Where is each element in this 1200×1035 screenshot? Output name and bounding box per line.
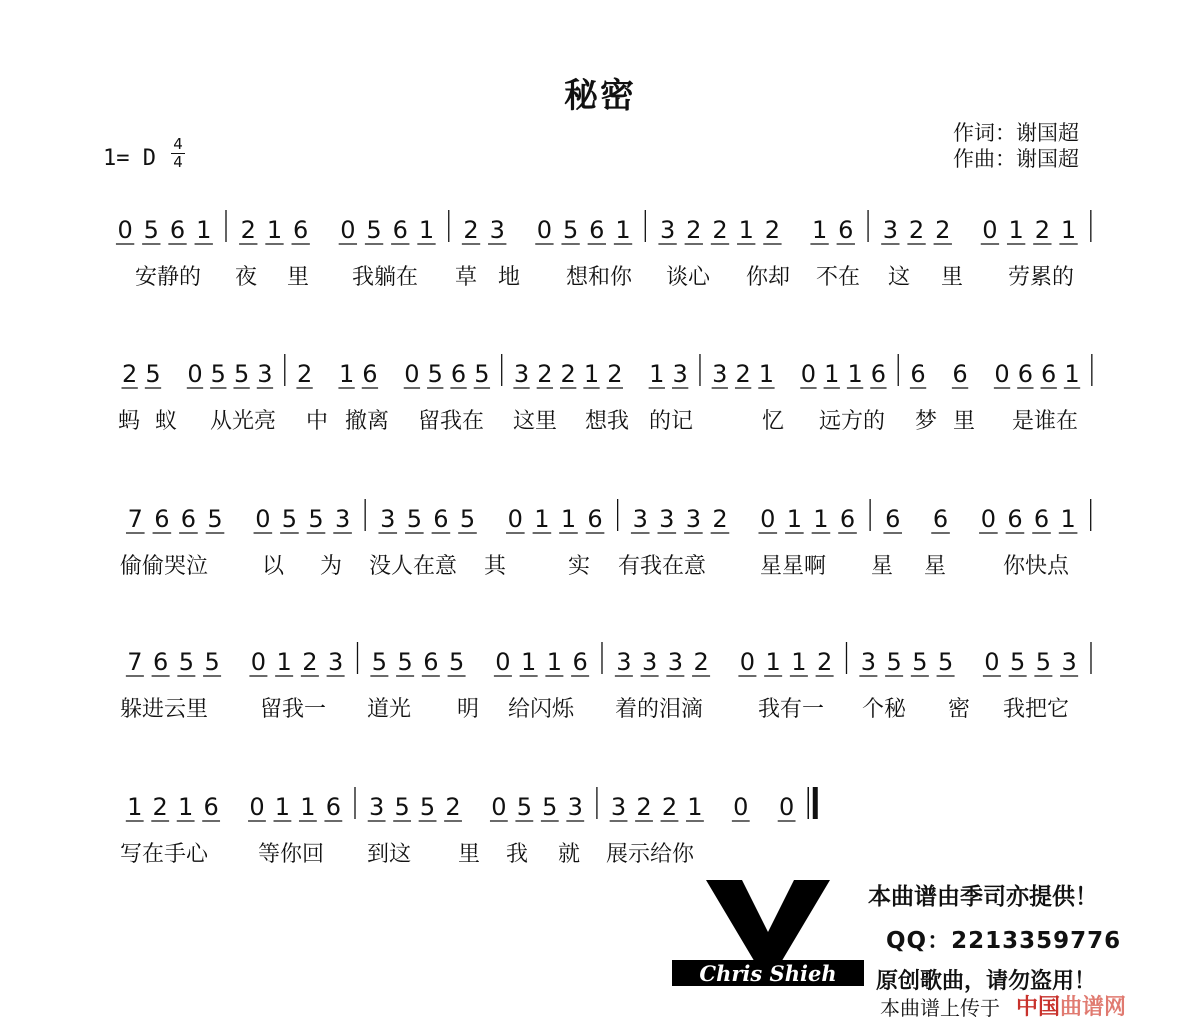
note-digit: 5 xyxy=(886,648,902,676)
lyric-word: 躲进云里 xyxy=(120,697,209,722)
note-digit: 1 xyxy=(1060,216,1077,244)
note-digit: 1 xyxy=(583,360,600,388)
lyric-word: 以 xyxy=(262,554,285,579)
lyric-word: 想和你 xyxy=(566,265,633,290)
note-digit: 6 xyxy=(572,648,588,676)
lyric-word: 我有一 xyxy=(758,697,825,722)
note-digit: 2 xyxy=(764,216,781,244)
note-digit: 0 xyxy=(507,505,523,533)
lyric-word: 远方的 xyxy=(819,409,886,434)
note-digit: 1 xyxy=(266,216,283,244)
lyric-word: 有我在意 xyxy=(618,554,707,579)
note-digit: 5 xyxy=(1010,648,1026,676)
lyric-word: 是谁在 xyxy=(1012,409,1079,434)
note-digit: 2 xyxy=(296,360,313,388)
note-digit: 2 xyxy=(712,216,728,244)
note-digit: 1 xyxy=(649,360,665,388)
note-digit: 6 xyxy=(870,360,887,388)
provider-note: 本曲谱由季司亦提供！ xyxy=(868,884,1098,910)
note-digit: 6 xyxy=(1033,505,1050,533)
lyric-word: 着的泪滴 xyxy=(615,697,704,722)
lyric-word: 密 xyxy=(948,697,971,722)
note-digit: 1 xyxy=(765,648,781,676)
logo-v-shape xyxy=(706,880,830,964)
lyricist-credit: 作词：谢国超 xyxy=(953,121,1079,145)
note-digit: 2 xyxy=(693,648,709,676)
lyric-word: 这 xyxy=(888,265,911,290)
lyric-word: 就 xyxy=(558,842,581,867)
lyric-word: 没人在意 xyxy=(369,554,458,579)
note-digit: 3 xyxy=(610,793,627,821)
note-digit: 5 xyxy=(233,360,250,388)
note-digit: 6 xyxy=(839,505,856,533)
note-digit: 6 xyxy=(392,216,408,244)
note-digit: 3 xyxy=(641,648,658,676)
note-digit: 0 xyxy=(249,793,265,821)
lyric-word: 星星啊 xyxy=(760,554,827,579)
time-signature-top: 4 xyxy=(173,135,183,153)
note-digit: 0 xyxy=(760,505,776,533)
note-digit: 1 xyxy=(1064,360,1080,388)
note-digit: 2 xyxy=(560,360,576,388)
lyric-word: 撤离 xyxy=(345,409,390,434)
lyric-word: 你快点 xyxy=(1003,554,1070,579)
lyric-word: 等你回 xyxy=(258,842,325,867)
lyric-word: 我 xyxy=(506,842,529,867)
lyric-word: 写在手心 xyxy=(120,842,209,867)
note-digit: 6 xyxy=(838,216,854,244)
note-digit: 2 xyxy=(445,793,461,821)
lyric-word: 里 xyxy=(941,265,964,290)
lyric-word: 蚂 xyxy=(118,409,141,434)
time-signature-bottom: 4 xyxy=(173,153,183,171)
note-digit: 5 xyxy=(419,793,436,821)
note-digit: 5 xyxy=(308,505,324,533)
note-digit: 6 xyxy=(952,360,968,388)
note-digit: 5 xyxy=(406,505,422,533)
note-digit: 1 xyxy=(534,505,550,533)
note-digit: 0 xyxy=(984,648,1000,676)
note-digit: 1 xyxy=(791,648,807,676)
note-digit: 0 xyxy=(187,360,203,388)
lyric-word: 地 xyxy=(498,265,521,290)
note-digit: 6 xyxy=(910,360,926,388)
note-digit: 0 xyxy=(495,648,511,676)
note-digit: 2 xyxy=(463,216,479,244)
note-digit: 2 xyxy=(537,360,553,388)
note-digit: 3 xyxy=(685,505,702,533)
lyric-word: 里 xyxy=(287,265,310,290)
lyric-word: 展示给你 xyxy=(606,842,695,867)
note-digit: 5 xyxy=(366,216,382,244)
note-digit: 3 xyxy=(327,648,344,676)
note-digit: 3 xyxy=(489,216,505,244)
lyric-word: 劳累的 xyxy=(1008,265,1075,290)
note-digit: 2 xyxy=(607,360,623,388)
lyric-word: 个秘 xyxy=(862,697,907,722)
note-digit: 5 xyxy=(281,505,298,533)
note-digit: 1 xyxy=(615,216,631,244)
note-digit: 3 xyxy=(860,648,877,676)
note-digit: 5 xyxy=(371,648,388,676)
lyric-word: 不在 xyxy=(816,265,861,290)
note-digit: 6 xyxy=(587,505,603,533)
note-digit: 1 xyxy=(521,648,537,676)
note-digit: 1 xyxy=(300,793,316,821)
note-digit: 2 xyxy=(122,360,138,388)
note-digit: 1 xyxy=(196,216,212,244)
note-digit: 1 xyxy=(546,648,563,676)
note-digit: 5 xyxy=(459,505,476,533)
note-digit: 3 xyxy=(369,793,385,821)
note-digit: 2 xyxy=(302,648,318,676)
note-digit: 6 xyxy=(1041,360,1057,388)
note-digit: 3 xyxy=(632,505,648,533)
site-watermark xyxy=(1016,990,1126,1021)
note-digit: 2 xyxy=(152,793,168,821)
lyric-word: 星 xyxy=(871,554,894,579)
note-digit: 5 xyxy=(912,648,928,676)
lyric-word: 这里 xyxy=(513,409,558,434)
lyric-word: 留我在 xyxy=(418,409,485,434)
note-digit: 5 xyxy=(207,505,223,533)
lyric-word: 的记 xyxy=(649,409,694,434)
note-digit: 0 xyxy=(117,216,133,244)
lyric-word: 里 xyxy=(953,409,976,434)
note-digit: 3 xyxy=(712,360,728,388)
note-digit: 5 xyxy=(427,360,443,388)
note-digit: 6 xyxy=(1017,360,1033,388)
lyric-word: 谈心 xyxy=(666,265,711,290)
lyric-word: 想我 xyxy=(585,409,630,434)
lyric-word: 中 xyxy=(306,409,329,434)
note-digit: 1 xyxy=(1008,216,1024,244)
lyric-word: 偷偷哭泣 xyxy=(120,554,209,579)
note-digit: 6 xyxy=(203,793,219,821)
note-digit: 1 xyxy=(847,360,863,388)
note-digit: 5 xyxy=(474,360,490,388)
copyright-warning: 原创歌曲，请勿盗用！ xyxy=(876,968,1097,994)
note-digit: 5 xyxy=(178,648,194,676)
note-digit: 1 xyxy=(786,505,803,533)
note-digit: 5 xyxy=(145,360,161,388)
note-digit: 2 xyxy=(686,216,702,244)
lyric-word: 里 xyxy=(458,842,481,867)
site-name-a: 中国 xyxy=(1016,995,1061,1020)
note-digit: 1 xyxy=(738,216,754,244)
note-digit: 5 xyxy=(937,648,954,676)
note-digit: 5 xyxy=(397,648,413,676)
note-digit: 6 xyxy=(154,505,170,533)
note-digit: 5 xyxy=(143,216,159,244)
note-digit: 1 xyxy=(758,360,775,388)
note-digit: 5 xyxy=(448,648,465,676)
lyric-word: 忆 xyxy=(762,409,785,434)
note-digit: 3 xyxy=(882,216,898,244)
note-digit: 2 xyxy=(816,648,833,676)
note-digit: 5 xyxy=(394,793,410,821)
upload-note: 本曲谱上传于 xyxy=(880,996,1000,1020)
note-digit: 5 xyxy=(204,648,220,676)
note-digit: 0 xyxy=(800,360,817,388)
note-digit: 7 xyxy=(127,648,143,676)
lyric-word: 明 xyxy=(457,697,480,722)
note-digit: 0 xyxy=(994,360,1010,388)
note-digit: 3 xyxy=(616,648,632,676)
key-signature: 1= D xyxy=(103,146,156,171)
qq-contact: QQ：2213359776 xyxy=(886,928,1122,954)
note-digit: 6 xyxy=(433,505,449,533)
note-digit: 0 xyxy=(778,793,795,821)
note-digit: 0 xyxy=(491,793,507,821)
site-name-b: 曲谱网 xyxy=(1060,995,1127,1020)
note-digit: 3 xyxy=(567,793,583,821)
note-digit: 0 xyxy=(739,648,756,676)
note-digit: 1 xyxy=(178,793,194,821)
note-digit: 0 xyxy=(340,216,356,244)
lyric-word: 蚁 xyxy=(155,409,178,434)
note-digit: 6 xyxy=(293,216,309,244)
note-digit: 1 xyxy=(127,793,143,821)
note-digit: 1 xyxy=(687,793,703,821)
note-digit: 2 xyxy=(712,505,728,533)
lyric-word: 星 xyxy=(924,554,947,579)
note-digit: 6 xyxy=(589,216,605,244)
note-digit: 1 xyxy=(418,216,435,244)
note-digit: 3 xyxy=(659,505,675,533)
note-digit: 0 xyxy=(536,216,553,244)
note-digit: 2 xyxy=(1034,216,1050,244)
note-digit: 2 xyxy=(240,216,256,244)
lyric-word: 其 xyxy=(484,554,507,579)
lyric-word: 道光 xyxy=(367,697,412,722)
note-digit: 2 xyxy=(735,360,751,388)
lyric-word: 我躺在 xyxy=(352,265,419,290)
note-digit: 6 xyxy=(423,648,439,676)
note-digit: 5 xyxy=(562,216,579,244)
note-digit: 2 xyxy=(935,216,951,244)
note-digit: 6 xyxy=(885,505,901,533)
note-digit: 0 xyxy=(982,216,998,244)
lyric-word: 从光亮 xyxy=(210,409,277,434)
lyric-word: 为 xyxy=(320,554,343,579)
note-digit: 1 xyxy=(276,648,292,676)
lyric-word: 我把它 xyxy=(1003,697,1070,722)
note-digit: 6 xyxy=(169,216,186,244)
note-digit: 0 xyxy=(733,793,749,821)
note-digit: 3 xyxy=(672,360,688,388)
note-digit: 5 xyxy=(1035,648,1052,676)
note-digit: 3 xyxy=(380,505,396,533)
note-digit: 3 xyxy=(1061,648,1077,676)
note-digit: 6 xyxy=(362,360,378,388)
note-digit: 3 xyxy=(334,505,351,533)
note-digit: 5 xyxy=(516,793,532,821)
note-digit: 1 xyxy=(338,360,355,388)
note-digit: 6 xyxy=(325,793,341,821)
lyric-word: 草 xyxy=(455,265,478,290)
lyric-word: 留我一 xyxy=(260,697,327,722)
note-digit: 1 xyxy=(824,360,840,388)
lyric-word: 实 xyxy=(568,554,591,579)
note-digit: 2 xyxy=(908,216,925,244)
note-digit: 3 xyxy=(659,216,676,244)
note-digit: 3 xyxy=(667,648,683,676)
note-digit: 1 xyxy=(274,793,291,821)
note-digit: 0 xyxy=(255,505,271,533)
note-digit: 6 xyxy=(152,648,169,676)
lyric-word: 你却 xyxy=(746,265,791,290)
note-digit: 5 xyxy=(542,793,558,821)
note-digit: 6 xyxy=(450,360,467,388)
logo-text: Chris Shieh xyxy=(699,961,837,986)
lyric-word: 安静的 xyxy=(135,265,202,290)
lyric-word: 夜 xyxy=(235,265,258,290)
note-digit: 0 xyxy=(404,360,420,388)
note-digit: 1 xyxy=(813,505,829,533)
composer-credit: 作曲：谢国超 xyxy=(953,147,1079,171)
lyric-word: 梦 xyxy=(915,409,938,434)
note-digit: 0 xyxy=(980,505,997,533)
song-title: 秘密 xyxy=(564,76,636,116)
note-digit: 3 xyxy=(513,360,530,388)
note-digit: 6 xyxy=(1007,505,1023,533)
note-digit: 0 xyxy=(250,648,267,676)
note-digit: 2 xyxy=(661,793,678,821)
note-digit: 1 xyxy=(811,216,828,244)
note-digit: 2 xyxy=(636,793,652,821)
note-digit: 1 xyxy=(560,505,577,533)
note-digit: 6 xyxy=(180,505,197,533)
note-digit: 1 xyxy=(1060,505,1076,533)
note-digit: 5 xyxy=(210,360,226,388)
lyric-word: 给闪烁 xyxy=(508,697,575,722)
note-digit: 3 xyxy=(257,360,273,388)
chris-shieh-logo xyxy=(672,880,864,990)
note-digit: 7 xyxy=(127,505,143,533)
note-digit: 6 xyxy=(932,505,949,533)
lyric-word: 到这 xyxy=(367,842,412,867)
